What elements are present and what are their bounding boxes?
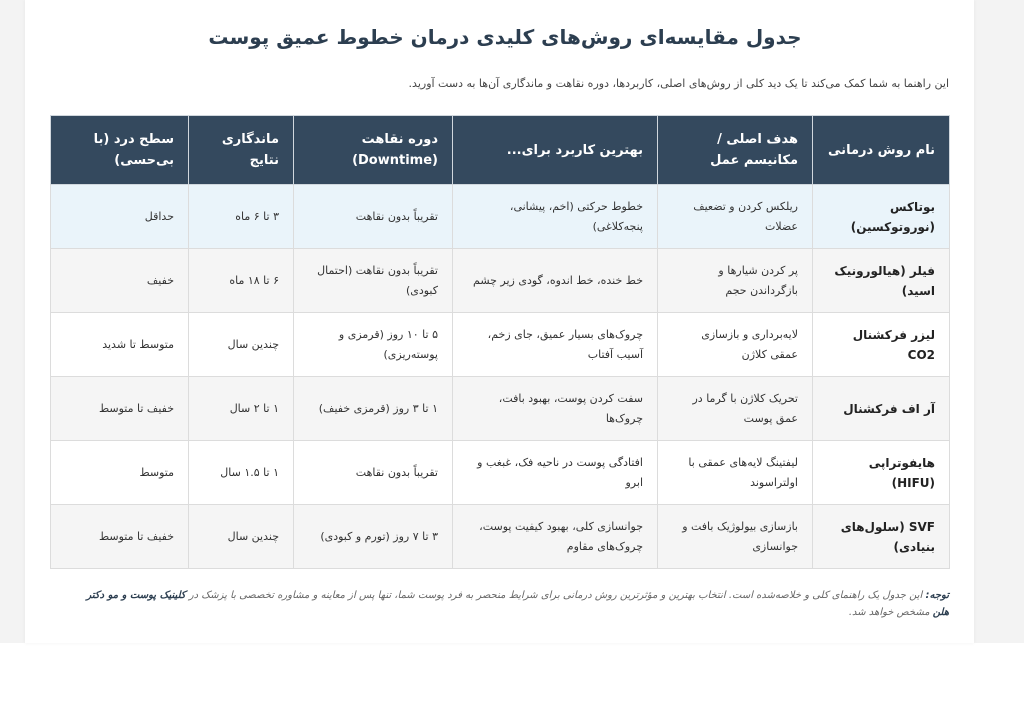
header-mechanism: هدف اصلی / مکانیسم عمل xyxy=(658,116,813,185)
cell-downtime: ۵ تا ۱۰ روز (قرمزی و پوسته‌ریزی) xyxy=(294,313,453,377)
table-row xyxy=(51,377,950,441)
cell-pain-level: متوسط تا شدید xyxy=(51,313,189,377)
header-method-name: نام روش درمانی xyxy=(813,116,950,185)
disclaimer-note xyxy=(69,587,949,621)
cell-duration: ۱ تا ۱.۵ سال xyxy=(189,441,294,505)
cell-duration: چندین سال xyxy=(189,505,294,569)
cell-method-name: فیلر (هیالورونیک اسید) xyxy=(813,249,950,313)
cell-downtime: تقریباً بدون نقاهت xyxy=(294,441,453,505)
table-row xyxy=(51,249,950,313)
note-text: این جدول یک راهنمای کلی و خلاصه‌شده است. انتخاب بهترین و مؤثرترین روش درمانی برای شرایط منحصر به فرد پوست شما، تنها پس از معاینه و مشاوره تخصصی با پزشک در xyxy=(185,590,926,601)
comparison-table xyxy=(50,115,950,569)
cell-method-name: آر اف فرکشنال xyxy=(813,377,950,441)
table-header-row xyxy=(51,116,950,185)
note-suffix: مشخص خواهد شد. xyxy=(848,607,933,618)
cell-downtime: ۱ تا ۳ روز (قرمزی خفیف) xyxy=(294,377,453,441)
cell-mechanism: لیفتینگ لایه‌های عمقی با اولتراسوند xyxy=(658,441,813,505)
table-row xyxy=(51,441,950,505)
cell-mechanism: ریلکس کردن و تضعیف عضلات xyxy=(658,185,813,249)
table-row xyxy=(51,313,950,377)
cell-mechanism: پر کردن شیارها و بازگرداندن حجم xyxy=(658,249,813,313)
cell-mechanism: بازسازی بیولوژیک بافت و جوانسازی xyxy=(658,505,813,569)
cell-method-name: بوتاکس (نوروتوکسین) xyxy=(813,185,950,249)
header-downtime: دوره نقاهت (Downtime) xyxy=(294,116,453,185)
table-row xyxy=(51,505,950,569)
header-best-use: بهترین کاربرد برای... xyxy=(453,116,658,185)
cell-best-use: خطوط حرکتی (اخم، پیشانی، پنجه‌کلاغی) xyxy=(453,185,658,249)
cell-duration: ۶ تا ۱۸ ماه xyxy=(189,249,294,313)
intro-text: این راهنما به شما کمک می‌کند تا یک دید کلی از روش‌های اصلی، کاربردها، دوره نقاهت و ماندگاری آن‌ها به دست آورید. xyxy=(408,77,949,90)
cell-duration: ۱ تا ۲ سال xyxy=(189,377,294,441)
cell-method-name: لیزر فرکشنال CO2 xyxy=(813,313,950,377)
table-row xyxy=(51,185,950,249)
cell-method-name: SVF (سلول‌های بنیادی) xyxy=(813,505,950,569)
cell-method-name: هایفوتراپی (HIFU) xyxy=(813,441,950,505)
header-duration: ماندگاری نتایج xyxy=(189,116,294,185)
cell-best-use: خط خنده، خط اندوه، گودی زیر چشم xyxy=(453,249,658,313)
cell-best-use: سفت کردن پوست، بهبود بافت، چروک‌ها xyxy=(453,377,658,441)
cell-pain-level: خفیف تا متوسط xyxy=(51,505,189,569)
cell-duration: ۳ تا ۶ ماه xyxy=(189,185,294,249)
cell-best-use: جوانسازی کلی، بهبود کیفیت پوست، چروک‌های مقاوم xyxy=(453,505,658,569)
clinic-name: کلینیک پوست و مو دکتر هلن xyxy=(86,590,949,618)
cell-downtime: تقریباً بدون نقاهت (احتمال کبودی) xyxy=(294,249,453,313)
cell-downtime: ۳ تا ۷ روز (تورم و کبودی) xyxy=(294,505,453,569)
cell-pain-level: خفیف xyxy=(51,249,189,313)
cell-downtime: تقریباً بدون نقاهت xyxy=(294,185,453,249)
header-pain-level: سطح درد (با بی‌حسی) xyxy=(51,116,189,185)
cell-pain-level: حداقل xyxy=(51,185,189,249)
cell-mechanism: تحریک کلاژن با گرما در عمق پوست xyxy=(658,377,813,441)
cell-mechanism: لایه‌برداری و بازسازی عمقی کلاژن xyxy=(658,313,813,377)
cell-duration: چندین سال xyxy=(189,313,294,377)
cell-best-use: افتادگی پوست در ناحیه فک، غبغب و ابرو xyxy=(453,441,658,505)
cell-pain-level: خفیف تا متوسط xyxy=(51,377,189,441)
cell-pain-level: متوسط xyxy=(51,441,189,505)
page-title: جدول مقایسه‌ای روش‌های کلیدی درمان خطوط عمیق پوست xyxy=(208,25,802,49)
cell-best-use: چروک‌های بسیار عمیق، جای زخم، آسیب آفتاب xyxy=(453,313,658,377)
note-label: توجه: xyxy=(925,590,949,601)
